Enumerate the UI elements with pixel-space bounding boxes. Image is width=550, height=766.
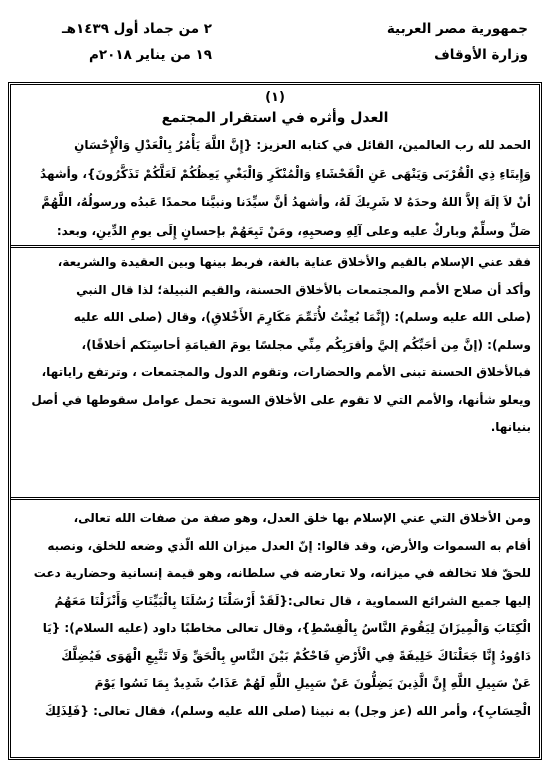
text-line: الحمد لله رب العالمين، القائل في كتابه العزيز: {إِنَّ اللَّهَ يَأْمُرُ بِالْعَدْلِ وَالْإِحْسَانِ bbox=[74, 138, 531, 152]
text-line: بنيانها. bbox=[490, 420, 531, 434]
text-line: فبالأخلاق الحسنة تبنى الأمم والحضارات، وتقوم الدول والمجتمعات ، وترتفع راياتها، bbox=[41, 365, 531, 379]
section-divider bbox=[11, 497, 539, 500]
text-line: ويعلو شأنها، والأمم التي لا تقوم على الأخلاق السوية تحمل عوامل سقوطها في أصل bbox=[31, 392, 531, 407]
text-line: ومن الأخلاق التي عني الإسلام بها خلق العدل، وهو صفة من صفات الله تعالى، bbox=[73, 511, 531, 525]
text-line: الْكِتَابَ وَالْمِيزَانَ لِيَقُومَ النَّاسُ بِالْقِسْطِ}، وقال تعالى مخاطبًا داود (عليه السلام): {يَا bbox=[42, 621, 531, 635]
text-line: وَإِيتَاءِ ذِي الْقُرْبَى وَيَنْهَى عَنِ الْفَحْشَاءِ وَالْمُنْكَرِ وَالْبَغْيِ يَعِظُكُمْ لَعَلَّكُمْ تَذَكَّرُونَ}، وأشهدُ bbox=[40, 166, 531, 181]
section-divider bbox=[11, 245, 539, 248]
text-line: للحقّ فلا تخالفه في ميزانه، ولا تعارضه في سلطانه، وهو قيمة إنسانية وحضارية دعت bbox=[33, 566, 531, 580]
text-line: إليها جميع الشرائع السماوية ، قال تعالى:{لَقَدْ أَرْسَلْنَا رُسُلَنَا بِالْبَيِّنَاتِ وَأَنْزَلْنَا مَعَهُمُ bbox=[54, 593, 531, 608]
text-line: (صلى الله عليه وسلم): (إِنَّمَا بُعِثْتُ لأُتَمِّمَ مَكَارِمَ الأَخْلاقِ)، وقال (صلى الله عليه bbox=[73, 310, 531, 324]
text-line: وأكد أن صلاح الأمم والمجتمعات بالأخلاق الحسنة، والقيم النبيلة؛ لذا قال النبي bbox=[76, 282, 531, 297]
letterhead bbox=[14, 16, 536, 68]
sermon-frame bbox=[8, 82, 542, 760]
text-line: الْحِسَابِ}، وأمر الله (عز وجل) به نبينا (صلى الله عليه وسلم)، فقال تعالى: {فَلِذَلِكَ bbox=[44, 703, 531, 718]
text-line: أقام به السموات والأرض، وقد قالوا: إنّ العدل ميزان الله الّذي وضعه للخلق، ونصبه bbox=[47, 538, 531, 553]
gregorian-date: ١٩ من يناير ٢٠١٨م bbox=[88, 47, 213, 63]
ministry-name: وزارة الأوقاف bbox=[434, 47, 528, 63]
paragraph-2 bbox=[19, 505, 531, 725]
sermon-number: (١) bbox=[265, 90, 285, 105]
text-line: صَلِّ وسلِّمْ وباركْ عليه وعلى آلِهِ وصحبِهِ، ومَنْ تَبِعَهُمْ بإحسانٍ إِلَى يومِ الدِّينِ، وبعد: bbox=[56, 223, 531, 238]
issuer-block bbox=[387, 16, 528, 68]
text-line: دَاوُودُ إِنَّا جَعَلْنَاكَ خَلِيفَةً فِي الْأَرْضِ فَاحْكُمْ بَيْنَ النَّاسِ بِالْحَقِّ وَلَا تَتَّبِعِ الْهَوَى فَيُضِلَّكَ bbox=[61, 648, 531, 663]
country-name: جمهورية مصر العربية bbox=[386, 21, 528, 37]
text-line: عَنْ سَبِيلِ اللَّهِ إِنَّ الَّذِينَ يَضِلُّونَ عَنْ سَبِيلِ اللَّهِ لَهُمْ عَذَابٌ شَدِيدٌ بِمَا نَسُوا يَوْمَ bbox=[94, 676, 531, 690]
text-line: أنْ لاَ إلَهَ إلاَّ اللهُ وحدَهُ لا شَرِيكَ لَهُ، وأشهدُ أنَّ سيِّدَنا ونبيَّنا محمدًا عَبدُه ورسولُهُ، اللَّهُمَّ bbox=[41, 195, 531, 209]
text-line: وسلم): (إنَّ مِن أحَبِّكُم إليَّ وأقرَبِكُم مِنِّي مجلسًا يومَ القيامَةِ أحاسِنَكم أخلاقًا)، bbox=[81, 337, 531, 352]
sermon-title: العدل وأثره في استقرار المجتمع bbox=[161, 110, 389, 126]
hijri-date: ٢ من جماد أول ١٤٣٩هـ bbox=[62, 21, 213, 37]
paragraph-1 bbox=[19, 249, 531, 442]
date-block bbox=[62, 16, 212, 68]
sermon-intro bbox=[19, 89, 531, 245]
text-line: فقد عني الإسلام بالقيم والأخلاق عناية بالغة، فربط بينها وبين العقيدة والشريعة، bbox=[57, 255, 531, 269]
